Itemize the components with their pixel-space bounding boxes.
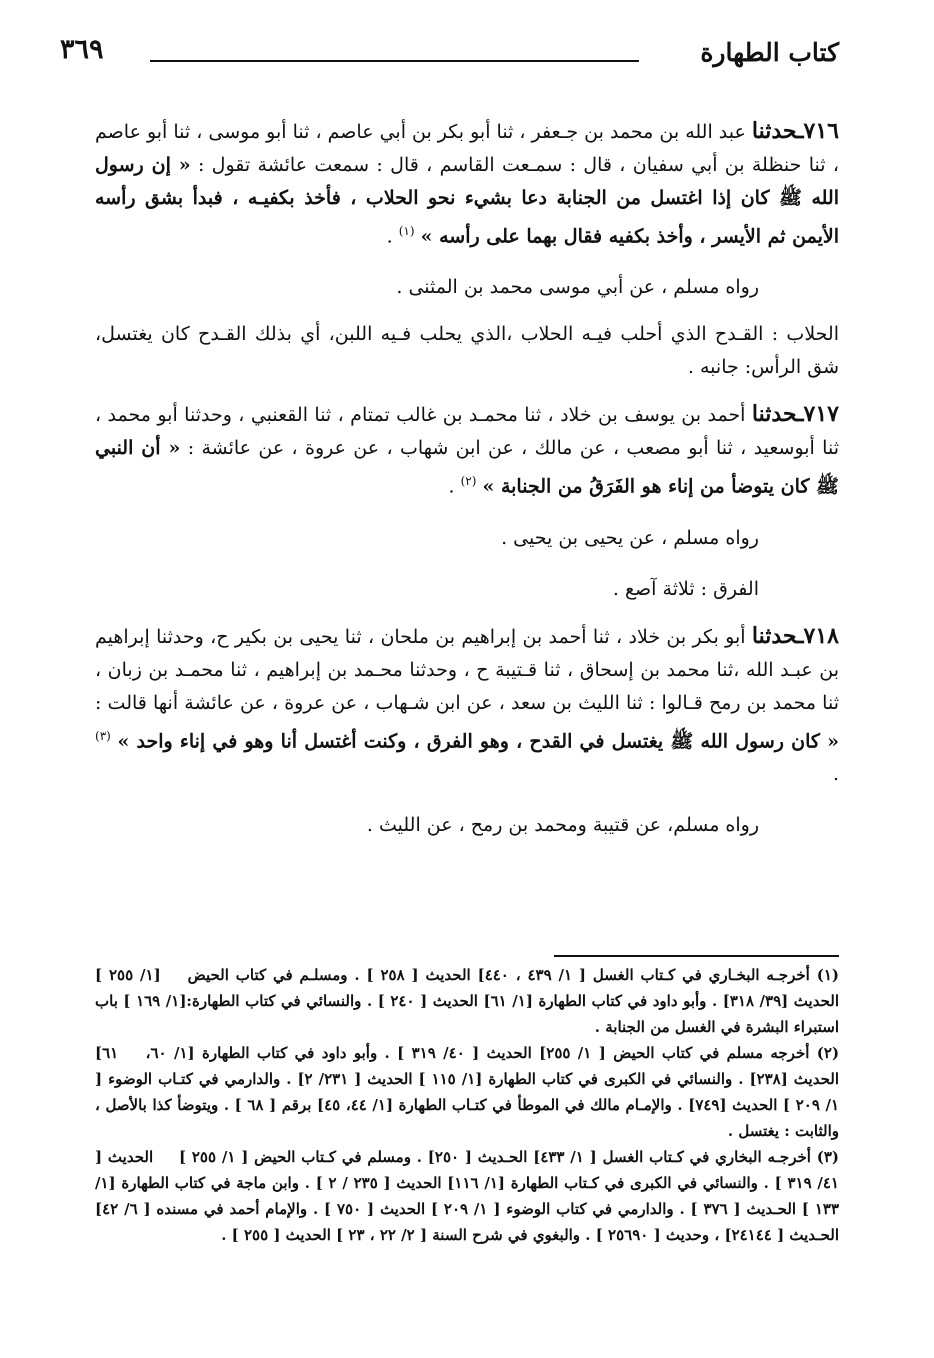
hadith-text: « أن النبي ﷺ كان يتوضأ من إناء هو الفَرَقُ من الجنابة »	[95, 437, 839, 498]
hadith-number: ٧١٨ـ	[797, 622, 839, 649]
footnote-separator	[554, 955, 839, 957]
hadith-chain: أبو بكر بن خلاد ، ثنا أحمد بن إبراهيم بن ملحان ، ثنا يحيى بن بكير ح، وحدثنا إبراهيم بن عبـد الله ،ثنا محمد بن إسحاق ، ثنا قـتيبة ح ، وحدثنا محـمد بن إبراهيم ، ثنا محمـد بن زبان ، ثنا محمد بن رمح قـالوا : ثنا الليث بن سعد ، عن ابن شـهاب ، عن عروة ، عن عائشة أنها قالت :	[95, 625, 839, 714]
page-body	[95, 115, 839, 842]
hadith-text: « كان رسول الله ﷺ يغتسل في القدح ، وهو الفرق ، وكنت أغتسل أنا وهو في إناء واحد »	[117, 729, 839, 752]
hadith-opening-word: حدثنا	[751, 622, 798, 649]
footnote-ref: (٣)	[95, 728, 111, 743]
gloss-716: الحلاب : القـدح الذي أحلب فيـه الحلاب ،الذي يحلب فـيه اللبن، أي بذلك القـدح كان يغتسل، شق الرأس: جانبه .	[95, 323, 839, 379]
footnote-continuation: ٦١] الحديث [٢٣٨] . والنسائي في الكبرى في كتاب الطهارة [١/ ١١٥ ] الحديث [ ٢٣١/ ٢] . والدارمي في كتـاب الوضوء [ ١/ ٢٠٩ ] الحديث [٧٤٩] . والإمـام مالك في الموطأ في كتـاب الطهارة [١/ ٤٤، ٤٥] برقم [ ٦٨ ] . ويتوضأ كذا بالأصل ، والثابت : يغتسل .	[95, 1044, 840, 1140]
hadith-chain: أحمد بن يوسف بن خلاد ، ثنا محمـد بن غالب تمتام ، ثنا القعنبي ، وحدثنا أبو محمد ، ثنا أبوسعيد ، ثنا أبو مصعب ، عن مالك ، عن ابن شهاب ، عن عروة ، عن عائشة :	[95, 404, 839, 460]
narration-716: رواه مسلم ، عن أبي موسى محمد بن المثنى .	[396, 276, 759, 299]
narration-717: رواه مسلم ، عن يحيى بن يحيى .	[501, 526, 759, 549]
footnote-2	[95, 1040, 839, 1144]
hadith-opening-word: حدثنا	[751, 118, 798, 144]
page-header	[60, 30, 839, 80]
footnotes	[95, 962, 839, 1248]
hadith-number: ٧١٧ـ	[797, 401, 839, 428]
hadith-opening-word: حدثنا	[751, 401, 798, 428]
gloss-717: الفرق : ثلاثة آصع .	[612, 577, 759, 600]
hadith-716: ٧١٦ـحدثنا عبد الله بن محمد بن جـعفر ، ثنا أبو بكر بن أبي عاصم ، ثنا أبو موسى ، ثنا أبو عاصم ، ثنا حنظلة بن أبي سفيان ، قال : سمـعت القاسم ، قال : سمعت عائشة تقول : « إن رسول الله ﷺ كان إذا اغتسل من الجنابة دعا بشيء نحو الحلاب ، فأخذ بكفيـه ، فبدأ بشق رأسه الأيمن ثم الأيسر ، وأخذ بكفيه فقال بهما على رأسه » $^{(١)}$ .	[95, 118, 839, 248]
footnote-3	[95, 1144, 839, 1248]
footnote-ref: (٢)	[460, 474, 477, 489]
header-rule	[150, 60, 639, 62]
hadith-717: ٧١٧ـحدثنا أحمد بن يوسف بن خلاد ، ثنا محمـد بن غالب تمتام ، ثنا القعنبي ، وحدثنا أبو محمد ، ثنا أبوسعيد ، ثنا أبو مصعب ، عن مالك ، عن ابن شهاب ، عن عروة ، عن عائشة : « أن النبي ﷺ كان يتوضأ من إناء هو الفَرَقُ من الجنابة » $^{(٢)}$ .	[95, 401, 839, 498]
footnote-ref: (١)	[398, 224, 415, 238]
footnote-line: (٢) أخرجه مسلم في كتاب الحيض [ ١/ ٢٥٥] الحديث [ ٤٠/ ٣١٩ ] . وأبو داود في كتاب الطهارة [١/ ٦٠،	[145, 1044, 840, 1062]
footnote-line: (١) أخرجـه البخـاري في كـتاب الغسل [ ١/ ٤٣٩ ، ٤٤٠] الحديث [ ٢٥٨ ] . ومسلـم في كتاب الحيض	[187, 966, 839, 984]
hadith-text: « إن رسول الله ﷺ كان إذا اغتسل من الجنابة دعا بشيء نحو الحلاب ، فأخذ بكفيـه ، فبدأ بشق رأسه الأيمن ثم الأيسر ، وأخذ بكفيه فقال بهما على رأسه »	[95, 154, 839, 248]
footnote-continuation: [١/ ٢٥٥ ] الحديث [٣٩/ ٣١٨] . وأبو داود في كتاب الطهارة [١/ ٦١] الحديث [ ٢٤٠ ] . والنسائي في كتاب الطهارة:[١/ ١٦٩ ] باب استبراء البشرة في الغسل من الجنابة .	[95, 966, 839, 1036]
hadith-chain: عبد الله بن محمد بن جـعفر ، ثنا أبو بكر بن أبي عاصم ، ثنا أبو موسى ، ثنا أبو عاصم ، ثنا حنظلة بن أبي سفيان ، قال : سمـعت القاسم ، قال : سمعت عائشة تقول :	[95, 121, 839, 176]
page-number: ٣٦٩	[60, 34, 104, 65]
chapter-title: كتاب الطهارة	[700, 38, 839, 67]
hadith-718: ٧١٨ـحدثنا أبو بكر بن خلاد ، ثنا أحمد بن إبراهيم بن ملحان ، ثنا يحيى بن بكير ح، وحدثنا إبراهيم بن عبـد الله ،ثنا محمد بن إسحاق ، ثنا قـتيبة ح ، وحدثنا محـمد بن إبراهيم ، ثنا محمـد بن زبان ، ثنا محمد بن رمح قـالوا : ثنا الليث بن سعد ، عن ابن شـهاب ، عن عروة ، عن عائشة أنها قالت : « كان رسول الله ﷺ يغتسل في القدح ، وهو الفرق ، وكنت أغتسل أنا وهو في إناء واحد » $^{(٣)}$ .	[95, 622, 839, 785]
footnote-1	[95, 962, 839, 1040]
hadith-number: ٧١٦ـ	[797, 118, 839, 144]
footnote-line: (٣) أخرجـه البخاري في كـتاب الغسل [ ١/ ٤٣٣] الحـديث [ ٢٥٠] . ومسلم في كـتاب الحيض [ ١/ ٢٥٥ ]	[178, 1148, 839, 1166]
footnote-continuation: الحديث [ ٤١/ ٣١٩ ] . والنسائي في الكبرى في كـتاب الطهارة [١/ ١١٦] الحديث [ ٢٣٥ / ٢ ] . وابن ماجة في كتاب الطهارة [١/ ١٣٣ ] الحـديث [ ٣٧٦ ] . والدارمي في كتاب الوضوء [ ١/ ٢٠٩ ] الحديث [ ٧٥٠ ] . والإمام أحمد في مسنده [ ٦/ ٤٢] الحـديث [ ٢٤١٤٤] ، وحديث [ ٢٥٦٩٠ ] . والبغوي في شرح السنة [ ٢/ ٢٢ ، ٢٣ ] الحديث [ ٢٥٥ ] .	[95, 1148, 840, 1244]
narration-718: رواه مسلم، عن قتيبة ومحمد بن رمح ، عن الليث .	[366, 813, 759, 836]
